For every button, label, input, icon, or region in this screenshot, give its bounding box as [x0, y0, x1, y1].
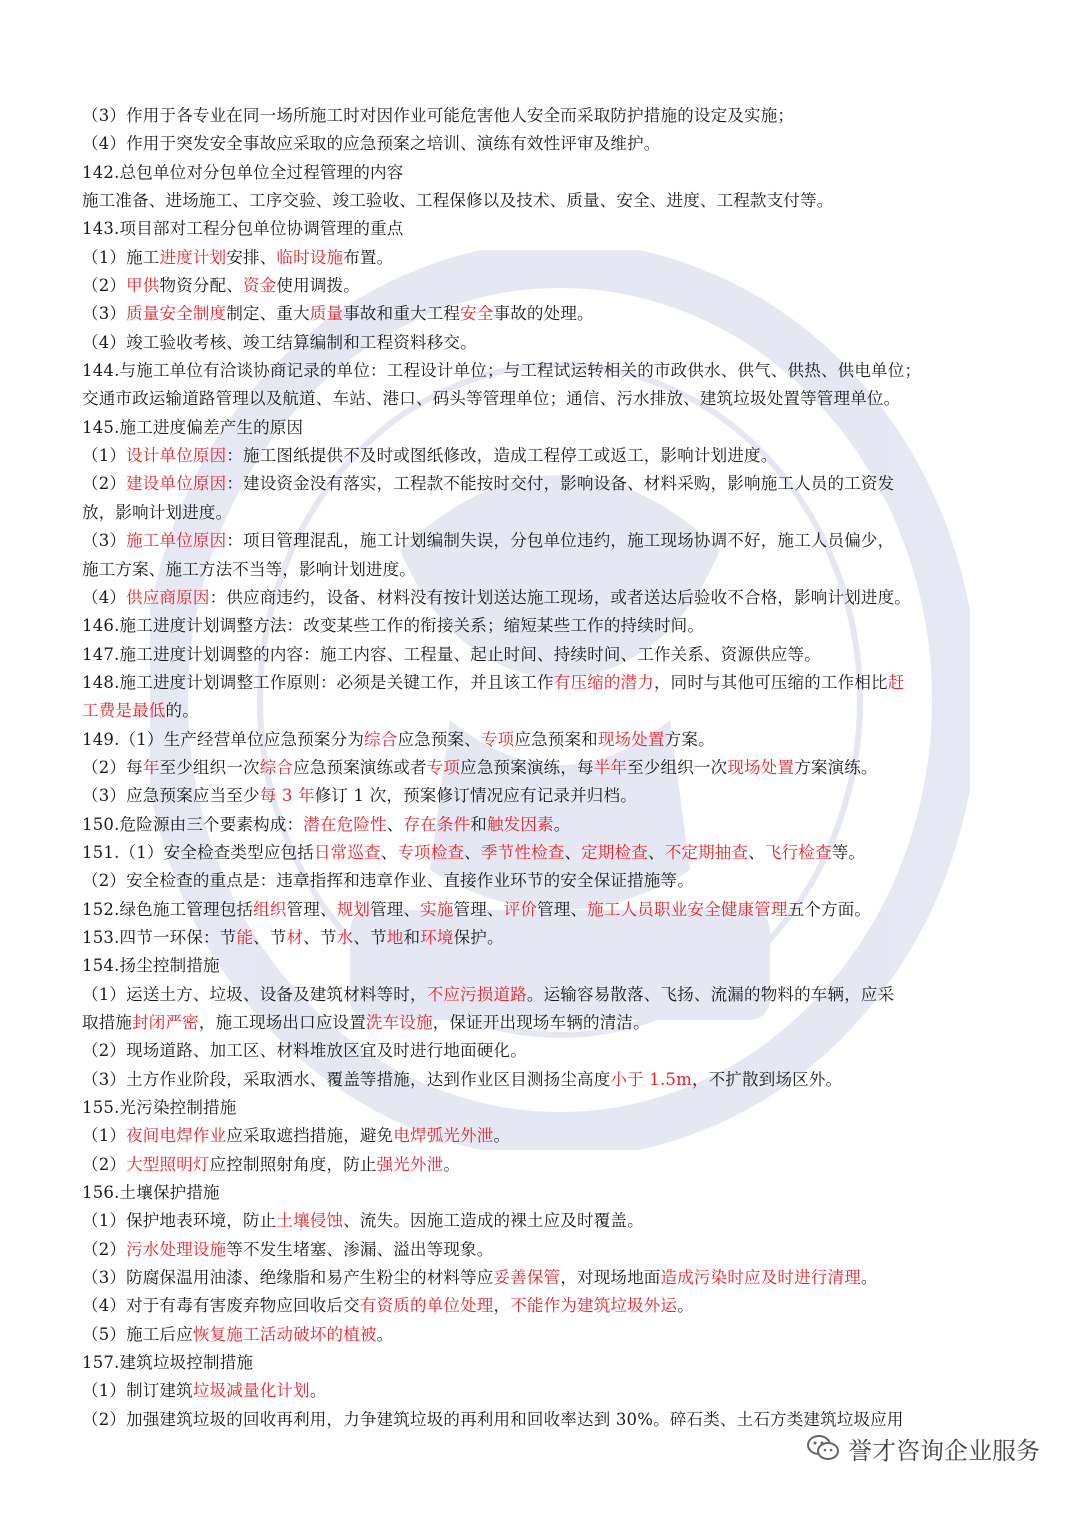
highlighted-text: 有资质的单位处理 [359, 1296, 494, 1316]
highlighted-text: 存在条件 [403, 814, 471, 834]
highlighted-text: 工费是最低 [82, 701, 166, 721]
text-line [82, 924, 1007, 952]
text-run: （3）防腐保温用油漆、绝缘脂和易产生粉尘的材料等应 [82, 1268, 494, 1288]
text-run: 事故和重大工程 [343, 304, 461, 324]
highlighted-text: 恢复施工活动破坏的植被 [192, 1324, 377, 1344]
text-run: 、节 [303, 927, 337, 947]
text-run: ：建设资金没有落实，工程款不能按时交付，影响设备、材料采购，影响施工人员的工资发 [226, 474, 895, 494]
text-run: 143.项目部对工程分包单位协调管理的重点 [82, 219, 404, 239]
text-line [82, 754, 1007, 782]
text-run: 应控制照射角度，防止 [209, 1154, 377, 1174]
highlighted-text: 污水处理设施 [126, 1239, 227, 1259]
highlighted-text: 水 [336, 927, 354, 947]
highlighted-text: 封闭严密 [132, 1013, 199, 1032]
highlighted-text: 垃圾减量化计划 [192, 1381, 310, 1401]
text-run: 保护。 [453, 927, 504, 947]
highlighted-text: 质量 [309, 304, 344, 324]
text-run: 147.施工进度计划调整的内容：施工内容、工程量、起止时间、持续时间、工作关系、资源供应等。 [82, 644, 821, 664]
text-line [82, 669, 1007, 697]
text-run: 。 [677, 1296, 694, 1316]
highlighted-text: 妥善保管 [493, 1268, 561, 1288]
highlighted-text: 进度计划 [159, 247, 227, 267]
text-line [82, 357, 1007, 385]
text-run: ，施工现场出口应设置 [198, 1013, 366, 1032]
highlighted-text: 触发因素 [486, 814, 554, 834]
text-run: （1）制订建筑 [82, 1381, 193, 1401]
highlighted-text: 能 [236, 927, 254, 947]
text-run: 放，影响计划进度。 [82, 502, 233, 522]
text-run: 151.（1）安全检查类型应包括 [82, 842, 314, 862]
highlighted-text: 小于 1.5m [610, 1069, 692, 1089]
text-line [82, 952, 1007, 980]
text-line [82, 981, 1007, 1009]
text-run: 。运输容易散落、飞扬、流漏的物料的车辆，应采 [526, 984, 895, 1004]
text-run: 、 [564, 842, 582, 862]
text-run: 方案演练。 [794, 757, 878, 777]
text-run: 的。 [165, 701, 199, 721]
account-name: 誉才咨询企业服务 [848, 1436, 1040, 1465]
highlighted-text: 夜间电焊作业 [126, 1126, 227, 1146]
highlighted-text: 强光外泄 [376, 1154, 444, 1174]
text-run: 、节 [253, 927, 287, 947]
text-run: （4）竣工验收考核、竣工结算编制和工程资料移交。 [82, 332, 477, 352]
text-run: 146.施工进度计划调整方法：改变某些工作的衔接关系；缩短某些工作的持续时间。 [82, 616, 705, 636]
text-line [82, 1264, 1007, 1292]
highlighted-text: 专项 [480, 729, 515, 749]
text-run: 事故的处理。 [493, 304, 594, 324]
highlighted-text: 现场处置 [727, 757, 795, 777]
text-run: 和 [403, 927, 421, 947]
text-run: （3） [82, 531, 127, 551]
text-line [82, 1066, 1007, 1094]
highlighted-text: 潜在危险性 [303, 814, 387, 834]
highlighted-text: 季节性检查 [480, 842, 565, 862]
text-line [82, 499, 1007, 527]
text-run: （1）保护地表环境，防止 [82, 1211, 277, 1231]
highlighted-text: 专项检查 [397, 842, 465, 862]
text-line [82, 867, 1007, 895]
text-line [82, 244, 1007, 272]
text-line [82, 556, 1007, 584]
text-run: （5）施工后应 [82, 1324, 193, 1344]
text-run: 。 [493, 1126, 511, 1146]
text-line [82, 527, 1007, 555]
text-run: （1） [82, 446, 127, 466]
text-run: （2） [82, 1239, 127, 1259]
text-line [82, 1207, 1007, 1235]
highlighted-text: 规划 [336, 899, 371, 919]
highlighted-text: 定期检查 [581, 842, 648, 862]
text-run: 和 [470, 814, 487, 834]
highlighted-text: 大型照明灯 [126, 1154, 210, 1174]
text-run: （3）土方作业阶段，采取洒水、覆盖等措施，达到作业区目测扬尘高度 [82, 1069, 611, 1089]
highlighted-text: 实施 [420, 899, 454, 919]
text-run: 150.危险源由三个要素构成： [82, 814, 304, 834]
text-run: 管理、 [370, 899, 421, 919]
text-line [82, 329, 1007, 357]
text-line [82, 470, 1007, 498]
text-run: ，同时与其他可压缩的工作相比 [653, 672, 888, 692]
text-run: 等。 [831, 842, 866, 862]
text-run: 148.施工进度计划调整工作原则：必须是关键工作，并且该工作 [82, 672, 554, 692]
text-run: 152.绿色施工管理包括 [82, 899, 254, 919]
text-run: 、 [380, 842, 398, 862]
text-line [82, 782, 1007, 810]
text-line [82, 1009, 1007, 1037]
text-run: 方案。 [664, 729, 715, 749]
highlighted-text: 不应污损道路 [426, 984, 527, 1004]
text-run: ，保证开出现场车辆的清洁。 [432, 1013, 650, 1032]
highlighted-text: 不能作为建筑垃圾外运 [510, 1296, 678, 1316]
text-run: （3） [82, 304, 127, 324]
text-run: 、 [748, 842, 765, 862]
text-run: 144.与施工单位有洽谈协商记录的单位：工程设计单位；与工程试运转相关的市政供水、供气、供热、供电单位； [82, 361, 922, 381]
highlighted-text: 每 3 年 [259, 786, 315, 806]
text-run: （2）现场道路、加工区、材料堆放区宜及时进行地面硬化。 [82, 1041, 527, 1061]
text-line [82, 130, 1007, 158]
text-run: 交通市政运输道路管理以及航道、车站、港口、码头等管理单位；通信、污水排放、建筑垃圾处置等管理单位。 [82, 389, 901, 409]
text-run: 修订 1 次，预案修订情况应有记录并归档。 [314, 786, 637, 806]
highlighted-text: 地 [386, 927, 404, 947]
highlighted-text: 土壤侵蚀 [276, 1211, 344, 1231]
text-run: 153.四节一环保：节 [82, 927, 237, 947]
text-run: （4）作用于突发安全事故应采取的应急预案之培训、演练有效性评审及维护。 [82, 134, 661, 154]
text-run: 154.扬尘控制措施 [82, 956, 220, 976]
text-line [82, 1122, 1007, 1150]
text-run: 142.总包单位对分包单位全过程管理的内容 [82, 162, 404, 182]
text-line [82, 385, 1007, 413]
highlighted-text: 资金 [243, 276, 277, 296]
text-run: 、 [386, 814, 404, 834]
text-run: （1） [82, 1126, 127, 1146]
highlighted-text: 环境 [420, 927, 454, 947]
text-line [82, 1349, 1007, 1377]
highlighted-text: 评价 [503, 899, 538, 919]
text-line [82, 1151, 1007, 1179]
highlighted-text: 安全 [460, 304, 494, 324]
text-line [82, 159, 1007, 187]
text-run: （2）加强建筑垃圾的回收再利用，力争建筑垃圾的再利用和回收率达到 30%。碎石类、土石方类建筑垃圾应用 [82, 1409, 904, 1429]
text-run: ， [493, 1296, 511, 1316]
text-run: 应急预案演练或者 [293, 757, 427, 777]
text-run: （1）施工 [82, 247, 160, 267]
highlighted-text: 建设单位原因 [126, 474, 227, 494]
text-line [82, 272, 1007, 300]
text-line [82, 641, 1007, 669]
highlighted-text: 甲供 [126, 276, 160, 296]
text-run: ，对现场地面 [560, 1268, 661, 1288]
highlighted-text: 综合 [259, 757, 294, 777]
text-run: ：供应商违约，设备、材料没有按计划送达施工现场，或者送达后验收不合格，影响计划进度。 [209, 587, 912, 607]
text-run: 、节 [353, 927, 387, 947]
highlighted-text: 不定期抽查 [664, 842, 749, 862]
text-line [82, 442, 1007, 470]
text-run: 。 [443, 1154, 461, 1174]
highlighted-text: 组织 [253, 899, 287, 919]
highlighted-text: 施工人员职业安全健康管理 [587, 899, 788, 919]
highlighted-text: 设计单位原因 [126, 446, 227, 466]
text-run: 制定、重大 [226, 304, 310, 324]
text-run: 应采取遮挡措施，避免 [226, 1126, 394, 1146]
text-line [82, 726, 1007, 754]
highlighted-text: 供应商原因 [126, 587, 210, 607]
text-run: 。 [309, 1381, 327, 1401]
text-run: （4）对于有毒有害废弃物应回收后交 [82, 1296, 360, 1316]
text-run: 。 [553, 814, 571, 834]
text-run: 施工方案、施工方法不当等，影响计划进度。 [82, 559, 416, 579]
text-run: 。 [860, 1268, 878, 1288]
text-run: 管理、 [537, 899, 588, 919]
text-run: 157.建筑垃圾控制措施 [82, 1353, 254, 1373]
text-run: 安排、 [226, 247, 277, 267]
highlighted-text: 半年 [593, 757, 628, 777]
text-run: （4） [82, 587, 127, 607]
text-line [82, 300, 1007, 328]
text-line [82, 215, 1007, 243]
highlighted-text: 赶 [887, 672, 905, 692]
highlighted-text: 临时设施 [276, 247, 344, 267]
text-line [82, 896, 1007, 924]
highlighted-text: 飞行检查 [764, 842, 832, 862]
text-run: ，不扩散到场区外。 [691, 1069, 843, 1089]
text-run: 应急预案和 [514, 729, 598, 749]
text-run: ：施工图纸提供不及时或图纸修改，造成工程停工或返工，影响计划进度。 [226, 446, 778, 466]
text-run: 使用调拨。 [276, 276, 360, 296]
text-run: 156.土壤保护措施 [82, 1183, 220, 1203]
text-run: 应急预案、 [397, 729, 481, 749]
text-line [82, 1292, 1007, 1320]
document-body [82, 102, 1007, 1434]
text-line [82, 187, 1007, 215]
text-run: 145.施工进度偏差产生的原因 [82, 417, 304, 437]
text-line [82, 1236, 1007, 1264]
text-run: （3）作用于各专业在同一场所施工时对因作业可能危害他人安全而采取防护措施的设定及实施； [82, 106, 795, 125]
text-run: 155.光污染控制措施 [82, 1098, 237, 1118]
highlighted-text: 质量安全制度 [126, 304, 227, 324]
text-line [82, 1179, 1007, 1207]
text-run: 149.（1）生产经营单位应急预案分为 [82, 729, 365, 749]
text-run: 施工准备、进场施工、工序交验、竣工验收、工程保修以及技术、质量、安全、进度、工程款支付等。 [82, 191, 834, 211]
text-run: （2）安全检查的重点是：违章指挥和违章作业、直接作业环节的安全保证措施等。 [82, 871, 694, 891]
highlighted-text: 洗车设施 [365, 1013, 433, 1032]
text-line [82, 1377, 1007, 1405]
highlighted-text: 施工单位原因 [126, 531, 227, 551]
text-run: 、 [647, 842, 665, 862]
text-run: 等不发生堵塞、渗漏、溢出等现象。 [226, 1239, 494, 1259]
text-run: ：项目管理混乱，施工计划编制失误，分包单位违约，施工现场协调不好，施工人员偏少， [226, 531, 895, 551]
text-run: 、流失。因施工造成的裸土应及时覆盖。 [343, 1211, 644, 1231]
highlighted-text: 年 [142, 757, 160, 777]
highlighted-text: 专项 [426, 757, 461, 777]
wechat-icon [806, 1433, 840, 1463]
text-line [82, 839, 1007, 867]
text-line [82, 584, 1007, 612]
text-line [82, 414, 1007, 442]
text-run: 。 [376, 1324, 394, 1344]
text-run: （2） [82, 474, 127, 494]
text-run: 至少组织一次 [627, 757, 728, 777]
text-run: 五个方面。 [787, 899, 872, 919]
text-line [82, 1321, 1007, 1349]
text-run: 布置。 [343, 247, 394, 267]
highlighted-text: 日常巡查 [313, 842, 381, 862]
text-line [82, 102, 1007, 130]
text-line [82, 1037, 1007, 1065]
highlighted-text: 有压缩的潜力 [553, 672, 654, 692]
text-run: （2）每 [82, 757, 143, 777]
highlighted-text: 现场处置 [597, 729, 665, 749]
text-run: 物资分配、 [159, 276, 244, 296]
text-run: 至少组织一次 [159, 757, 260, 777]
text-run: （1）运送土方、垃圾、设备及建筑材料等时， [82, 984, 427, 1004]
text-line [82, 697, 1007, 725]
highlighted-text: 电焊弧光外泄 [393, 1126, 494, 1146]
text-run: 、 [464, 842, 481, 862]
highlighted-text: 材 [286, 927, 304, 947]
text-line [82, 1094, 1007, 1122]
text-run: 管理、 [286, 899, 337, 919]
highlighted-text: 综合 [364, 729, 398, 749]
text-line [82, 612, 1007, 640]
text-run: 管理、 [453, 899, 504, 919]
text-run: 应急预案演练，每 [460, 757, 594, 777]
text-run: 取措施 [82, 1013, 133, 1032]
text-run: （3）应急预案应当至少 [82, 786, 260, 806]
text-run: （2） [82, 1154, 127, 1174]
text-run: （2） [82, 276, 127, 296]
highlighted-text: 造成污染时应及时进行清理 [660, 1268, 861, 1288]
wechat-account-footer [806, 1428, 1040, 1468]
text-line [82, 811, 1007, 839]
